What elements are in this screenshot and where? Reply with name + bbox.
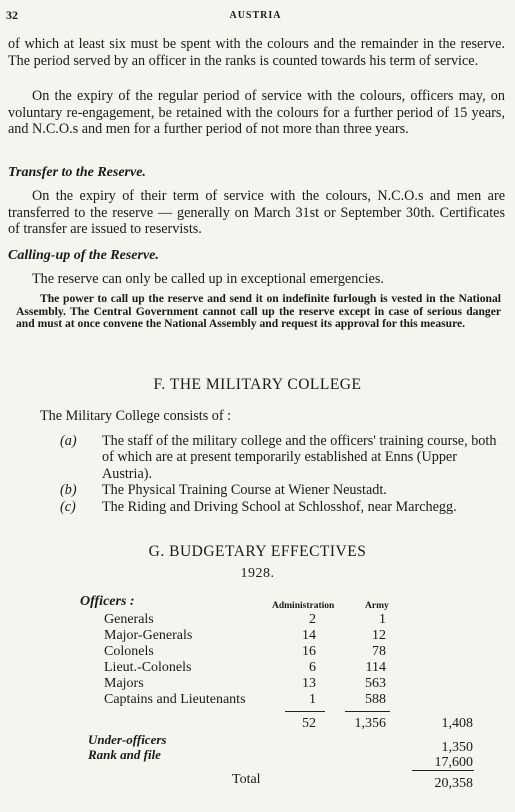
page-number: 32 [6, 8, 18, 22]
row-admin-value: 2 [309, 612, 316, 627]
military-college-lead: The Military College consists of : [40, 408, 232, 424]
row-army-value: 114 [365, 660, 386, 675]
calling-up-paragraph: The reserve can only be called up in exceptional emergencies. [32, 271, 384, 287]
calling-up-heading: Calling-up of the Reserve. [8, 248, 159, 263]
list-item-label: (c) [60, 498, 76, 515]
transfer-heading: Transfer to the Reserve. [8, 165, 146, 180]
row-label: Captains and Lieutenants [104, 692, 246, 707]
subtotal-admin: 52 [302, 716, 316, 731]
rank-and-file-value: 17,600 [434, 755, 473, 770]
column-header-army: Army [365, 601, 389, 611]
military-college-heading: F. THE MILITARY COLLEGE [153, 376, 362, 393]
total-rule [412, 770, 474, 771]
rank-and-file-label: Rank and file [88, 747, 161, 762]
subtotal-rule-army [345, 711, 390, 712]
row-army-value: 588 [365, 692, 386, 707]
row-admin-value: 13 [302, 676, 316, 691]
list-item-text: The Riding and Driving School at Schlosshof, near Marchegg. [102, 498, 457, 515]
column-header-administration: Administration [272, 601, 335, 611]
officers-label: Officers : [80, 594, 135, 609]
row-army-value: 12 [372, 628, 386, 643]
intro-paragraph-2: On the expiry of the regular period of service with the colours, officers may, on voluntary re-engagement, be retained with the colours for a further period of 15 years, and N.C.O.s and men for a further period of not more than three years. [8, 88, 505, 138]
row-army-value: 563 [365, 676, 386, 691]
row-army-value: 1 [379, 612, 386, 627]
transfer-paragraph: On the expiry of their term of service with the colours, N.C.O.s and men are transferred to the reserve — generally on March 31st or September 30th. Certificates of transfer are issued to reservists. [8, 188, 505, 238]
under-officers-label: Under-officers [88, 732, 167, 747]
row-label: Generals [104, 612, 154, 627]
row-label: Majors [104, 676, 144, 691]
under-officers-value: 1,350 [441, 740, 473, 755]
row-admin-value: 16 [302, 644, 316, 659]
row-admin-value: 1 [309, 692, 316, 707]
total-label: Total [232, 772, 261, 787]
grand-total-value: 20,358 [434, 776, 473, 791]
list-item-label: (b) [60, 482, 77, 499]
row-admin-value: 6 [309, 660, 316, 675]
row-label: Colonels [104, 644, 154, 659]
row-label: Lieut.-Colonels [104, 660, 192, 675]
subtotal-officers: 1,408 [441, 716, 473, 731]
running-title: AUSTRIA [229, 10, 282, 21]
row-label: Major-Generals [104, 628, 193, 643]
calling-up-note: The power to call up the reserve and send it on indefinite furlough is vested in the National Assembly. The Central Government cannot call up the reserve except in case of serious danger and must at once convene the National Assembly and request its approval for this measure. [16, 292, 501, 331]
row-army-value: 78 [372, 644, 386, 659]
subtotal-rule-admin [285, 711, 325, 712]
list-item-text: The Physical Training Course at Wiener Neustadt. [102, 482, 387, 499]
intro-paragraph-1: of which at least six must be spent with the colours and the remainder in the reserve. The period served by an officer in the ranks is counted towards his term of service. [8, 36, 505, 69]
list-item-label: (a) [60, 433, 77, 449]
budgetary-effectives-heading: G. BUDGETARY EFFECTIVES [148, 543, 367, 560]
subtotal-army: 1,356 [354, 716, 386, 731]
row-admin-value: 14 [302, 628, 316, 643]
budget-year: 1928. [240, 566, 275, 581]
list-item-text: The staff of the military college and the officers' training course, both of which are at present temporarily established at Enns (Upper Austria). [102, 433, 497, 482]
